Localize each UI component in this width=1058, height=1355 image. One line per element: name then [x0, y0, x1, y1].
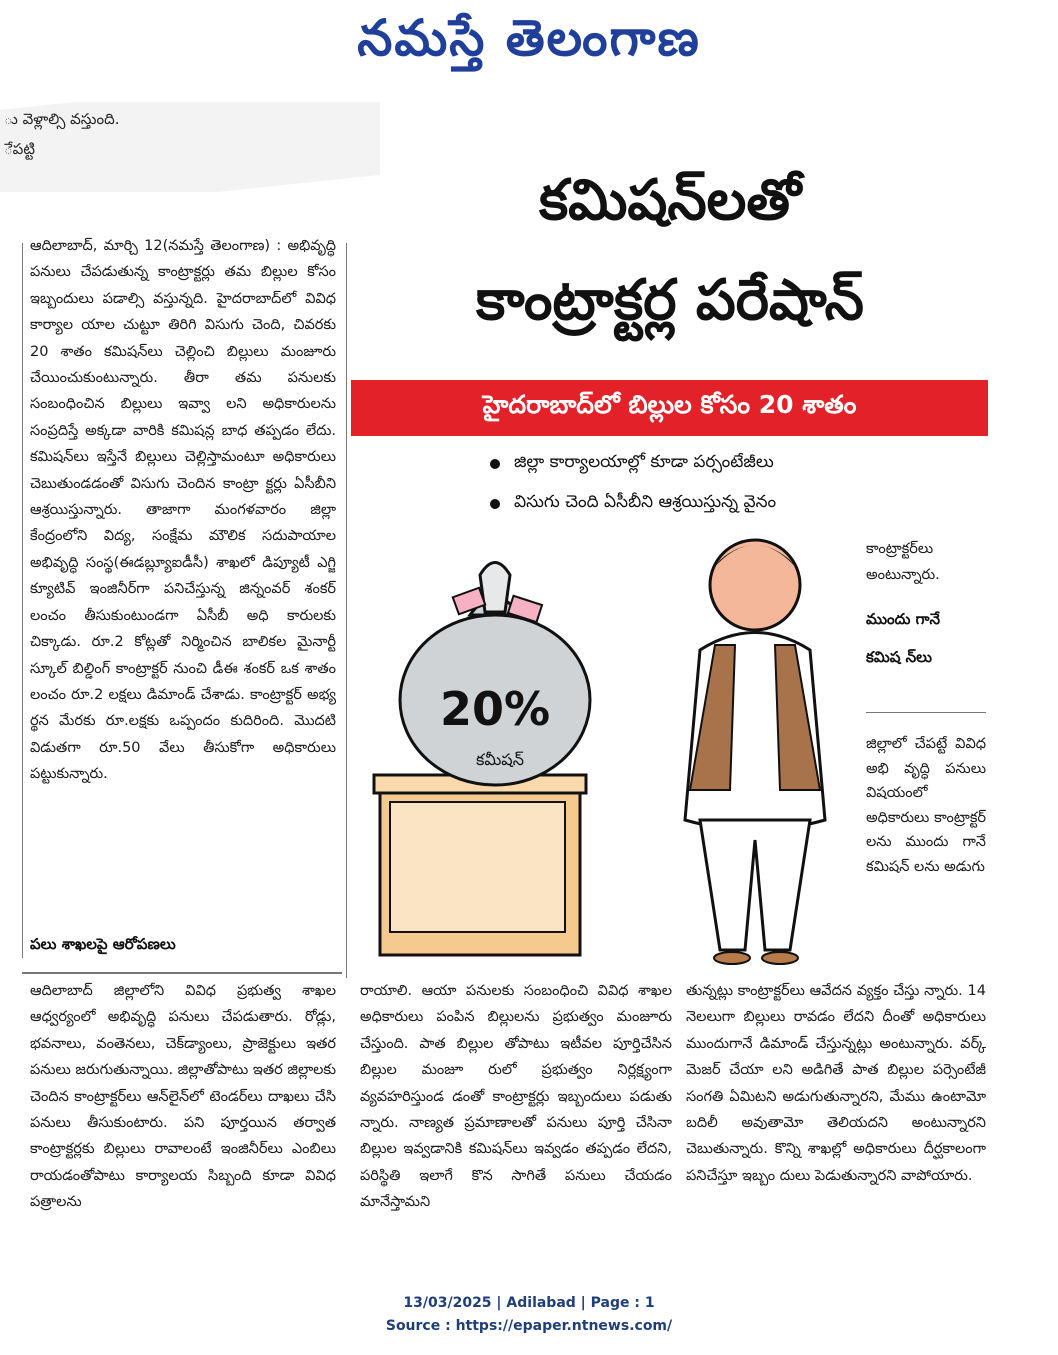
strip-line-1: ు వెళ్లాల్సి వస్తుంది. [4, 110, 120, 128]
bullet-point-1 [490, 452, 774, 476]
headline-line-1: కమిషన్‌లతో [538, 168, 802, 233]
article-paragraph-2: ఆదిలాబాద్ జిల్లాలోని వివిధ ప్రభుత్వ శాఖల ఆధ్వర్యంలో అభివృద్ధి పనులు చేపడుతారు. రోడ్లు, భవనాలు, వంతెనలు, చెక్‌డ్యాంలు, ప్రాజెక్టులు ఇతర పనులు జరుగుతున్నాయి. జిల్లాతోపాటు ఇతర జిల్లాలకు చెందిన కాంట్రాక్టర్‌లు ఆన్‌లైన్‌లో టెండర్‌లు దాఖలు చేసి పనులు తీసుకుంటారు. పని పూర్తయిన తర్వాత కాంట్రాక్టర్లకు బిల్లులు రావాలంటే ఇంజినీర్‌లు ఎంబిలు రాయడంతోపాటు కార్యాలయ సిబ్బంది కూడా వివిధ పత్రాలను [30, 983, 336, 1211]
bullet-text-1: జిల్లా కార్యాలయాల్లో కూడా పర్సంటేజీలు [514, 452, 774, 472]
footer-edition-info: 13/03/2025 | Adilabad | Page : 1 [403, 1295, 655, 1311]
article-column-1b [30, 978, 336, 1253]
bullet-dot-icon [490, 459, 500, 469]
sack-percent-label: 20% [439, 682, 551, 736]
man-head [710, 540, 800, 630]
column-3-rule [866, 712, 986, 713]
masthead-title: నమస్తే తెలంగాణ [357, 8, 701, 67]
section-subheading: పలు శాఖలపై ఆరోపణలు [30, 935, 176, 953]
cartoon-illustration [360, 520, 860, 980]
left-column-rule [22, 243, 23, 958]
article-paragraph-1: ఆదిలాబాద్, మార్చి 12(నమస్తే తెలంగాణ) : అభివృద్ధి పనులు చేపడుతున్న కాంట్రాక్టర్లు తమ బిల్లుల కోసం ఇబ్బందులు పడాల్సి వస్తున్నది. హైదరాబాద్‌లో వివిధ కార్యాల యాల చుట్టూ తిరిగి విసుగు చెంది, చివరకు 20 శాతం కమిషన్‌లు చెల్లించి బిల్లులు మంజూరు చేయించుకుంటున్నారు. తీరా తమ పనులకు సంబంధించిన బిల్లులు ఇవ్వా లని అధికారులను సంప్రదిస్తే అక్కడా వారికి కమిషన్ల బాధ తప్పడం లేదు. కమిషన్‌లు ఇస్తేనే బిల్లులు చెల్లిస్తామంటూ అధికారులు చెబుతుండడంతో విసుగు చెందిన కాంట్రా క్టర్లు ఏసీబీని ఆశ్రయిస్తున్నారు. తాజాగా మంగళవారం జిల్లా కేంద్రంలోని విద్య, సంక్షేమ మౌలిక సదుపాయాల అభివృద్ధి సంస్థ(ఈడబ్ల్యూఐడీసీ) శాఖలో డిప్యూటీ ఎగ్జి క్యూటివ్ ఇంజినీర్‌గా పనిచేస్తున్న జిన్నంవర్ శంకర్ లంచం తీసుకుంటుండగా ఏసీబీ అధి కారులకు చిక్కాడు. రూ.2 కోట్లతో నిర్మించిన బాలికల మైనార్టీ స్కూల్ బిల్డింగ్ కాంట్రాక్టర్ నుంచి డీఈ శంకర్ ఒక శాతం లంచం రూ.2 లక్షలు డిమాండ్ చేశాడు. కాంట్రాక్టర్ అభ్య ర్థన మేరకు రూ.లక్షకు ఒప్పందం కుదిరింది. మొదటి విడుతగా రూ.50 వేలు తీసుకోగా అధికారులు పట్టుకున్నారు. [30, 238, 336, 783]
column-3-subheading: ముందు గానే కమిష న్‌లు [866, 610, 941, 666]
bullet-dot-icon [490, 499, 500, 509]
headline-line-2: కాంట్రాక్టర్ల పరేషాన్ [476, 268, 864, 333]
article-column-1 [30, 233, 336, 918]
column-divider [346, 243, 347, 978]
article-paragraph-3: రాయాలి. ఆయా పనులకు సంబంధించి వివిధ శాఖల అధికారులు పంపిన బిల్లులను ప్రభుత్వం మంజూరు చేస్తుంది. పాత బిల్లుల తోపాటు ఇటీవల పూర్తిచేసిన బిల్లుల మంజూ రులో ప్రభుత్వం నిర్లక్ష్యంగా వ్యవహరిస్తుండ డంతో కాంట్రాక్టర్లు ఇబ్బందులు పడుతు న్నారు. నాణ్యత ప్రమాణాలతో పనులు పూర్తి చేసినా బిల్లుల ఇవ్వడానికి కమిషన్‌లు ఇవ్వడం తప్పడం లేదని, పరిస్థితి ఇలాగే కొన సాగితే పనులు చేయడం మానేస్తామని [360, 983, 672, 1211]
footer-source: Source : https://epaper.ntnews.com/ [385, 1318, 673, 1334]
article-column-3 [686, 978, 986, 1253]
bullet-point-2 [490, 492, 776, 516]
column-3-top-text: కాంట్రాక్టర్‌లు అంటున్నారు. [866, 541, 940, 583]
bullet-text-2: విసుగు చెంది ఏసీబీని ఆశ్రయిస్తున్న వైనం [514, 492, 777, 512]
article-paragraph-4: తున్నట్లు కాంట్రాక్టర్‌లు ఆవేదన వ్యక్తం చేస్తు న్నారు. 14 నెలలుగా బిల్లులు రావడం లేదని దీంతో అధికారులు ముందుగానే డిమాండ్ చేస్తున్నట్లు అంటున్నారు. వర్క్ మెజర్ చేయా లని అడిగితే పాత బిల్లుల పర్సెంటేజీ సంగతి ఏమిటని అడుగుతున్నారని, మేము ఉంటామో బదిలీ అవుతామో తెలియదని అంటున్నారని చెబుతున్నారు. కొన్ని శాఖల్లో అధికారులు దీర్ఘకాలంగా పనిచేస్తూ ఇబ్బం దులు పెడుతున్నారని వాపోయారు. [686, 983, 986, 1184]
section-rule [22, 972, 342, 974]
article-column-2 [360, 978, 672, 1253]
previous-article-strip [0, 102, 380, 192]
column-3-side-text: జిల్లాలో చేపట్టే వివిధ అభి వృద్ధి పనులు విషయంలో అధికారులు కాంట్రాక్టర్ లను ముందు గానే కమిషన్ లను అడుగు [866, 736, 986, 875]
strip-line-2: ేపట్టి [4, 140, 35, 158]
sack-caption: కమీషన్ [476, 750, 524, 769]
subheadline-banner: హైదరాబాద్‌లో బిల్లుల కోసం 20 శాతం [351, 380, 988, 436]
